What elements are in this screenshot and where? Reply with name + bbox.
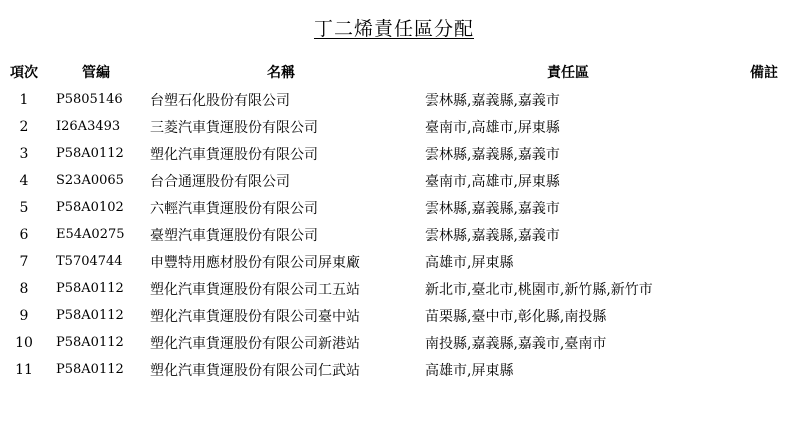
cell-note [718, 140, 788, 167]
cell-name: 台合通運股份有限公司 [150, 173, 290, 190]
cell-area: 苗栗縣,臺中市,彰化縣,南投縣 [425, 308, 607, 325]
table-header-row [0, 58, 788, 86]
cell-code: P58A0112 [56, 146, 124, 161]
cell-area: 高雄市,屏東縣 [425, 362, 514, 379]
header-code: 管編 [82, 65, 110, 81]
cell-area: 雲林縣,嘉義縣,嘉義市 [425, 92, 560, 109]
table-row [0, 167, 788, 194]
cell-code: P58A0112 [56, 308, 124, 323]
cell-code: E54A0275 [56, 227, 125, 242]
cell-area: 雲林縣,嘉義縣,嘉義市 [425, 200, 560, 217]
cell-code: P58A0112 [56, 335, 124, 350]
cell-code: P5805146 [56, 92, 123, 107]
header-note: 備註 [750, 65, 778, 81]
cell-area: 南投縣,嘉義縣,嘉義市,臺南市 [425, 335, 607, 352]
cell-area: 高雄市,屏東縣 [425, 254, 514, 271]
cell-area: 臺南市,高雄市,屏東縣 [425, 119, 560, 136]
cell-index: 2 [19, 118, 29, 135]
cell-note [718, 275, 788, 302]
table-row [0, 140, 788, 167]
cell-index: 11 [15, 361, 33, 378]
table-row [0, 86, 788, 113]
cell-index: 10 [15, 334, 33, 351]
cell-code: I26A3493 [56, 119, 121, 134]
cell-note [718, 86, 788, 113]
cell-name: 三菱汽車貨運股份有限公司 [150, 119, 318, 136]
cell-note [718, 329, 788, 356]
table-row [0, 248, 788, 275]
header-name: 名稱 [267, 65, 295, 81]
table-row [0, 275, 788, 302]
header-index: 項次 [10, 65, 38, 81]
cell-index: 6 [19, 226, 29, 243]
cell-note [718, 302, 788, 329]
cell-area: 雲林縣,嘉義縣,嘉義市 [425, 146, 560, 163]
cell-name: 塑化汽車貨運股份有限公司仁武站 [150, 362, 360, 379]
cell-index: 8 [19, 280, 29, 297]
table-row [0, 329, 788, 356]
cell-index: 3 [19, 145, 29, 162]
table-row [0, 194, 788, 221]
responsibility-table [0, 58, 788, 383]
cell-index: 9 [19, 307, 29, 324]
cell-code: P58A0112 [56, 281, 124, 296]
cell-code: T5704744 [56, 254, 123, 269]
table-row [0, 356, 788, 383]
cell-note [718, 113, 788, 140]
cell-name: 申豐特用應材股份有限公司屏東廠 [150, 254, 360, 271]
cell-note [718, 356, 788, 383]
cell-note [718, 194, 788, 221]
cell-index: 4 [19, 172, 29, 189]
cell-note [718, 167, 788, 194]
cell-area: 新北市,臺北市,桃園市,新竹縣,新竹市 [425, 281, 653, 298]
cell-index: 1 [19, 91, 29, 108]
cell-name: 塑化汽車貨運股份有限公司 [150, 146, 318, 163]
cell-name: 台塑石化股份有限公司 [150, 92, 290, 109]
header-area: 責任區 [547, 65, 589, 81]
cell-area: 臺南市,高雄市,屏東縣 [425, 173, 560, 190]
cell-index: 5 [19, 199, 29, 216]
cell-name: 塑化汽車貨運股份有限公司新港站 [150, 335, 360, 352]
cell-code: P58A0112 [56, 362, 124, 377]
cell-code: S23A0065 [56, 173, 124, 188]
cell-name: 臺塑汽車貨運股份有限公司 [150, 227, 318, 244]
cell-note [718, 221, 788, 248]
cell-name: 六輕汽車貨運股份有限公司 [150, 200, 318, 217]
cell-area: 雲林縣,嘉義縣,嘉義市 [425, 227, 560, 244]
cell-name: 塑化汽車貨運股份有限公司臺中站 [150, 308, 360, 325]
page-title: 丁二烯責任區分配 [313, 18, 474, 40]
cell-code: P58A0102 [56, 200, 124, 215]
cell-note [718, 248, 788, 275]
cell-name: 塑化汽車貨運股份有限公司工五站 [150, 281, 360, 298]
table-row [0, 302, 788, 329]
table-row [0, 113, 788, 140]
cell-index: 7 [19, 253, 29, 270]
table-row [0, 221, 788, 248]
